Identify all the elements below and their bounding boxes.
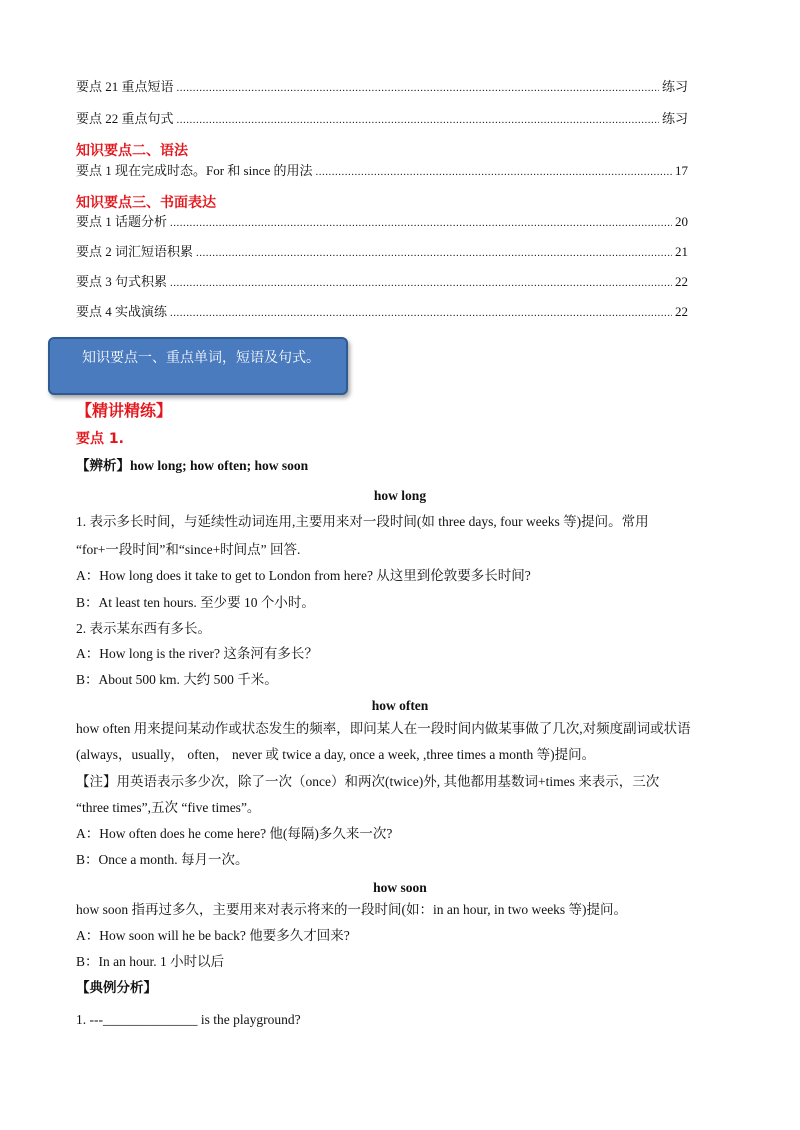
example-line: B：Once a month. 每月一次。 xyxy=(76,852,249,867)
section-banner xyxy=(48,337,348,395)
toc-leader xyxy=(177,79,659,97)
toc-entry[interactable] xyxy=(76,162,688,180)
toc-title: 要点 1 现在完成时态。For 和 since 的用法 xyxy=(76,163,313,178)
toc-entry[interactable] xyxy=(76,110,688,128)
toc-title: 要点 22 重点句式 xyxy=(76,111,174,126)
jingjiang-heading: 【精讲精练】 xyxy=(76,401,173,420)
toc-title: 要点 3 句式积累 xyxy=(76,274,168,289)
paragraph-line: (always，usually， often， never 或 twice a day, once a week, ,three times a month 等)提问。 xyxy=(76,747,596,762)
dianli-heading: 【典例分析】 xyxy=(76,980,157,995)
toc-page: 22 xyxy=(675,304,688,319)
paragraph-line: 2. 表示某东西有多长。 xyxy=(76,621,211,636)
key-point-heading: 要点 1. xyxy=(76,431,124,447)
toc-leader xyxy=(170,214,672,232)
toc-entry[interactable] xyxy=(76,78,688,96)
toc-title: 要点 1 话题分析 xyxy=(76,214,168,229)
bianxi-text: how long; how often; how soon xyxy=(130,458,309,473)
heading-how-soon: how soon xyxy=(373,880,427,895)
note-line: “three times”,五次 “five times”。 xyxy=(76,800,261,815)
toc-page: 练习 xyxy=(661,79,688,94)
bianxi-label: 【辨析】 xyxy=(76,458,130,473)
section-heading-writing: 知识要点三、书面表达 xyxy=(76,195,216,211)
toc-page: 21 xyxy=(675,244,688,259)
bianxi-line xyxy=(76,457,726,475)
heading-how-often: how often xyxy=(371,698,429,713)
toc-entry[interactable] xyxy=(76,213,688,231)
question-line: 1. ---______________ is the playground? xyxy=(76,1012,301,1027)
example-line: A：How soon will he be back? 他要多久才回来? xyxy=(76,928,350,943)
toc-leader xyxy=(170,274,672,292)
toc-page: 22 xyxy=(675,274,688,289)
toc-leader xyxy=(177,111,659,129)
toc-title: 要点 4 实战演练 xyxy=(76,304,168,319)
toc-page: 20 xyxy=(675,214,688,229)
example-line: B：About 500 km. 大约 500 千米。 xyxy=(76,672,278,687)
toc-title: 要点 21 重点短语 xyxy=(76,79,174,94)
toc-leader xyxy=(170,304,672,322)
example-line: A：How long is the river? 这条河有多长？ xyxy=(76,646,318,661)
toc-page: 17 xyxy=(675,163,688,178)
toc-entry[interactable] xyxy=(76,273,688,291)
toc-page: 练习 xyxy=(661,111,688,126)
note-line: 【注】用英语表示多少次，除了一次（once）和两次(twice)外, 其他都用基数词+times 来表示，三次 xyxy=(76,774,660,789)
toc-leader xyxy=(316,163,672,181)
heading-how-long: how long xyxy=(373,488,427,503)
paragraph-line: 1. 表示多长时间，与延续性动词连用,主要用来对一段时间(如 three days, four weeks 等)提问。常用 xyxy=(76,514,649,529)
example-line: A：How long does it take to get to London from here? 从这里到伦敦要多长时间? xyxy=(76,568,531,583)
toc-entry[interactable] xyxy=(76,303,688,321)
example-line: B：At least ten hours. 至少要 10 个小时。 xyxy=(76,595,315,610)
banner-text: 知识要点一、重点单词，短语及句式。 xyxy=(82,350,320,366)
example-line: A：How often does he come here? 他(每隔)多久来一次? xyxy=(76,826,393,841)
section-heading-grammar: 知识要点二、语法 xyxy=(76,143,188,159)
paragraph-line: how often 用来提问某动作或状态发生的频率，即问某人在一段时间内做某事做了几次,对频度副词或状语 xyxy=(76,721,691,736)
paragraph-line: how soon 指再过多久，主要用来对表示将来的一段时间(如：in an hour, in two weeks 等)提问。 xyxy=(76,902,628,917)
toc-entry[interactable] xyxy=(76,243,688,261)
example-line: B：In an hour. 1 小时以后 xyxy=(76,954,225,969)
paragraph-line: “for+一段时间”和“since+时间点” 回答. xyxy=(76,542,301,557)
toc-leader xyxy=(196,244,672,262)
toc-title: 要点 2 词汇短语积累 xyxy=(76,244,194,259)
